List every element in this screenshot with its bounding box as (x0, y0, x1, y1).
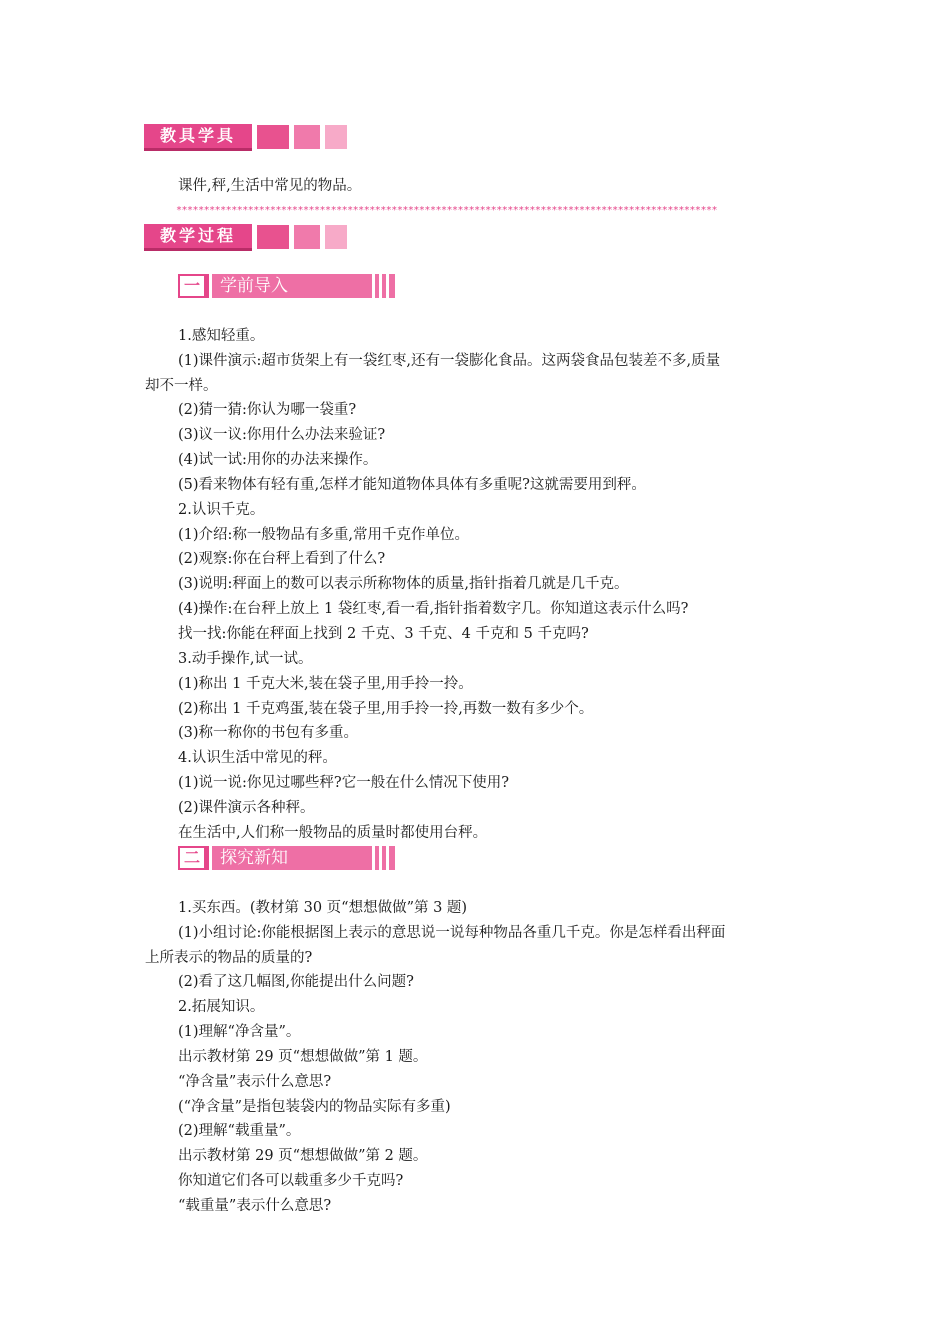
text-line: (1)小组讨论:你能根据图上表示的意思说一说每种物品各重几千克。你是怎样看出秤面 (178, 925, 726, 941)
decor-square (294, 225, 320, 249)
text-line: (3)称一称你的书包有多重。 (178, 725, 359, 741)
decor-square (325, 125, 347, 149)
text-line: 1.买东西。(教材第 30 页“想想做做”第 3 题) (178, 900, 468, 916)
decor-square (257, 225, 289, 249)
section2-title: 探究新知 (220, 848, 288, 868)
text-line: 1.感知轻重。 (178, 328, 265, 344)
text-line: (2)理解“载重量”。 (178, 1123, 301, 1139)
tools-heading-label: 教具学具 (144, 124, 252, 151)
process-heading (144, 224, 347, 250)
tools-heading (144, 124, 347, 150)
section2-title-bar (209, 846, 395, 870)
text-line: (1)介绍:称一般物品有多重,常用千克作单位。 (178, 527, 470, 543)
decor-bars (368, 274, 395, 298)
process-heading-label: 教学过程 (144, 224, 252, 251)
text-line: (2)课件演示各种秤。 (178, 800, 315, 816)
text-line: 3.动手操作,试一试。 (178, 651, 313, 667)
text-line: 4.认识生活中常见的秤。 (178, 750, 337, 766)
section1-number: 一 (178, 274, 206, 298)
text-line: (2)猜一猜:你认为哪一袋重? (178, 402, 357, 418)
tools-text: 课件,秤,生活中常见的物品。 (178, 178, 362, 194)
section1-title: 学前导入 (220, 276, 288, 296)
text-line: (“净含量”是指包装袋内的物品实际有多重) (178, 1099, 451, 1115)
text-line: (2)看了这几幅图,你能提出什么问题? (178, 974, 414, 990)
section2-number: 二 (178, 846, 206, 870)
text-line: (3)说明:秤面上的数可以表示所称物体的质量,指针指着几就是几千克。 (178, 576, 629, 592)
decor-bars (368, 846, 395, 870)
section1-title-bar (209, 274, 395, 298)
text-line: (1)课件演示:超市货架上有一袋红枣,还有一袋膨化食品。这两袋食品包装差不多,质量 (178, 353, 721, 369)
decor-square (325, 225, 347, 249)
text-line: 2.认识千克。 (178, 502, 265, 518)
star-divider: ************************************************************************************************** (176, 205, 718, 216)
text-line: “载重量”表示什么意思? (178, 1198, 332, 1214)
text-line: (2)观察:你在台秤上看到了什么? (178, 551, 386, 567)
text-line: 出示教材第 29 页“想想做做”第 2 题。 (178, 1148, 428, 1164)
text-line: 却不一样。 (145, 378, 218, 394)
text-line: (2)称出 1 千克鸡蛋,装在袋子里,用手拎一拎,再数一数有多少个。 (178, 701, 594, 717)
section1-banner (178, 274, 395, 298)
text-line: 你知道它们各可以载重多少千克吗? (178, 1173, 404, 1189)
text-line: (3)议一议:你用什么办法来验证? (178, 427, 386, 443)
text-line: 上所表示的物品的质量的? (145, 950, 313, 966)
section2-banner (178, 846, 395, 870)
decor-square (257, 125, 289, 149)
text-line: 2.拓展知识。 (178, 999, 265, 1015)
text-line: (4)操作:在台秤上放上 1 袋红枣,看一看,指针指着数字几。你知道这表示什么吗? (178, 601, 689, 617)
text-line: 出示教材第 29 页“想想做做”第 1 题。 (178, 1049, 428, 1065)
text-line: (1)称出 1 千克大米,装在袋子里,用手拎一拎。 (178, 676, 473, 692)
text-line: “净含量”表示什么意思? (178, 1074, 332, 1090)
text-line: (1)说一说:你见过哪些秤?它一般在什么情况下使用? (178, 775, 509, 791)
decor-square (294, 125, 320, 149)
text-line: (5)看来物体有轻有重,怎样才能知道物体具体有多重呢?这就需要用到秤。 (178, 477, 646, 493)
text-line: (4)试一试:用你的办法来操作。 (178, 452, 378, 468)
text-line: 找一找:你能在秤面上找到 2 千克、3 千克、4 千克和 5 千克吗? (178, 626, 589, 642)
text-line: (1)理解“净含量”。 (178, 1024, 301, 1040)
text-line: 在生活中,人们称一般物品的质量时都使用台秤。 (178, 825, 488, 841)
